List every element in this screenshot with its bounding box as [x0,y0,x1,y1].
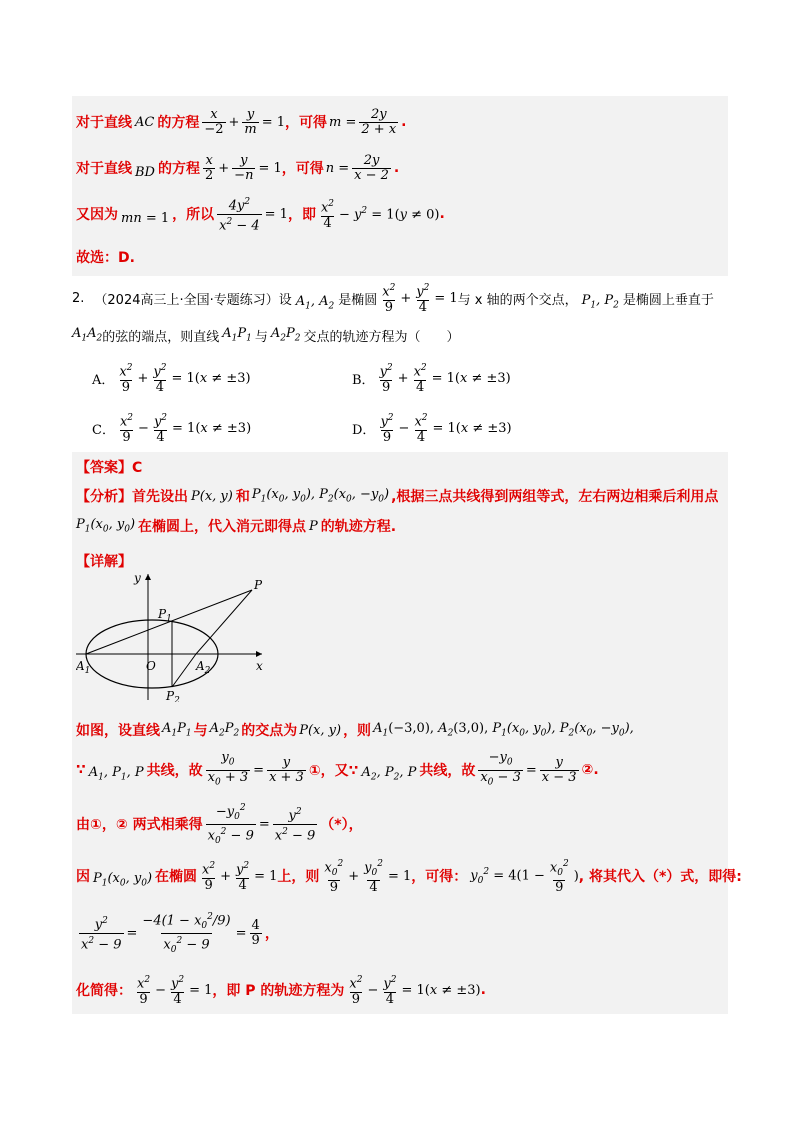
y-axis-arrow [145,574,151,580]
text: 由①，② 两式相乘得 [76,817,203,833]
option-label: A． [92,372,115,388]
text: 的方程 [157,161,200,177]
text: 对于直线 [76,115,132,131]
frac-y-over-neg-n: $\frac{y}{-n}$ [234,152,254,183]
text: 的方程 [157,115,200,131]
frac-x2-9: $\frac{x^2}{9}$ [382,283,396,315]
text: 共线，故 [419,763,476,779]
text: 的交点为 [241,723,298,739]
question-source: （2024高三上·全国·专题练习）设 [94,292,292,308]
text: 和 [235,489,250,505]
frac-2y-over-xm2: $\frac{2y}{x - 2}$ [354,152,389,183]
x-axis-arrow [256,651,262,657]
option-d[interactable]: D． $\frac{y^2}{9}$ − $\frac{x^2}{4}$ = 1(x ≠ ±3) [352,413,512,445]
text: 在椭圆上，代入消元即得点 [138,519,307,535]
question-number: 2. [72,290,85,306]
math-mn: mn = 1 [121,210,170,226]
frac-y-over-m: $\frac{y}{m}$ [244,106,257,137]
text: ，所以 [172,207,215,223]
text: 如图，设直线 [76,723,160,739]
solution-line-2: ∵ $A_1$, $P_1$, P 共线，故 $\frac{y_0}{x_0 + 3}$ = $\frac{y}{x + 3}$ ①，又∵ $A_2$, $P_2$, P 共线，故 $\frac{-y_0}{x_0 - 3}$ = $\frac{y}{x - 3}$ ②. [76,749,599,788]
math-ac: AC [135,114,155,130]
text: , 将其代入（*）式，即得: [578,869,742,885]
text: 故选：D. [76,250,135,266]
option-label: C． [92,422,115,438]
analysis-line-2: $P_1(x_0$, $y_0$) 在椭圆上，代入消元即得点 P 的轨迹方程. [76,517,397,535]
label-p1: $P_1$ [158,607,172,624]
solution-line-5: $\frac{y^2}{x^2 - 9}$ = $\frac{-4(1 - x_0^2/9)}{x_0^2 - 9}$ = $\frac{4}{9}$ ， [81,911,279,955]
solution-line-4: 因 $P_1(x_0$, $y_0$) 在椭圆 $\frac{x^2}{9}$ + $\frac{y^2}{4}$ = 1 上，则 $\frac{x_0^2}{9}$ + $\frac{y_0^2}{4}$ = 1 ，可得： $y_0^2 = 4(1$ − $\frac{x_0^2}{9}$ ) , 将其代入（*）式，即得: [76,859,742,895]
text: ①，又∵ [308,763,359,779]
text: ②. [581,762,599,778]
text: 是椭圆上垂直于 [622,292,714,308]
text: ，可得 [281,161,324,177]
label-a2: $A_2$ [196,659,211,676]
top-line-1: 对于直线 AC 的方程 $\frac{x}{-2}$ + $\frac{y}{m}$ = 1 ，可得 m = $\frac{2y}{2 + x}$ . [76,106,407,137]
frac-x-over-2: $\frac{x}{2}$ [204,152,214,183]
top-line-3: 又因为 mn = 1 ，所以 $\frac{4y^2}{x^2 - 4}$ = 1 ，即 $\frac{x^2}{4}$ − $y^2 = 1(y \ne 0)$ . [76,197,445,233]
option-a[interactable]: A． $\frac{x^2}{9}$ + $\frac{y^2}{4}$ = 1(x ≠ ±3) [92,363,251,395]
text: 的弦的端点，则直线 [102,329,220,345]
math-bd: BD [135,164,155,180]
frac-x2-over-4: $\frac{x^2}{4}$ [320,199,335,231]
text: 共线，故 [146,763,203,779]
detail-label [76,550,132,572]
label-x: x [256,659,263,673]
text: 化简得： [76,983,132,999]
label-a1: $A_1$ [76,659,91,676]
text: ，可得： [411,869,468,885]
line-a2-p2 [172,654,196,687]
text: ，即 [287,207,316,223]
text: 交点的轨迹方程为（ ） [303,329,460,345]
frac-2y-over-2px: $\frac{2y}{2 + x}$ [361,106,397,137]
text: ，可得 [285,115,328,131]
text: . [480,982,486,998]
answer-label [76,456,142,478]
text: ，即 P 的轨迹方程为 [212,983,345,999]
top-line-2: 对于直线 BD 的方程 $\frac{x}{2}$ + $\frac{y}{-n}$ = 1 ，可得 n = $\frac{2y}{x - 2}$ . [76,152,400,183]
ellipse-figure [76,572,286,702]
label-p2: $P_2$ [166,689,180,702]
solution-line-3: 由①，② 两式相乘得 $\frac{-y_0^2}{x_0^2 - 9}$ = $\frac{y^2}{x^2 - 9}$ （*）， [76,802,363,846]
frac-y2-4: $\frac{y^2}{4}$ [416,283,430,315]
question-line-1: 2. （2024高三上·全国·专题练习）设 $A_1$, $A_2$ 是椭圆 $\frac{x^2}{9}$ + $\frac{y^2}{4}$ = 1 与 x 轴的两个交点， $P_1$, $P_2$ 是椭圆上垂直于 [72,283,714,315]
text: 与 [254,329,268,345]
solution-line-6: 化简得： $\frac{x^2}{9}$ − $\frac{y^2}{4}$ = 1 ，即 P 的轨迹方程为 $\frac{x^2}{9}$ − $\frac{y^2}{4}$ = 1(x ≠ ±3) . [76,975,486,1007]
label-o: O [146,659,156,673]
text: ， [264,926,279,942]
text: 的轨迹方程. [320,519,397,535]
analysis-line-1: 【分析】首先设出 P(x, y) 和 $P_1(x_0$, $y_0$), $P_2(x_0$, $-y_0$) ,根据三点共线得到两组等式，左右两边相乘后利用点 [76,487,719,505]
option-b[interactable]: B． $\frac{y^2}{9}$ + $\frac{x^2}{4}$ = 1(x ≠ ±3) [352,363,511,395]
frac-x-over-neg2: $\frac{x}{-2}$ [204,106,224,137]
text: ∵ [76,762,86,778]
label-p: P [254,578,263,592]
solution-block-top [72,96,728,276]
text: ，则 [343,723,372,739]
text: 【答案】C [76,460,143,476]
option-c[interactable]: C． $\frac{x^2}{9}$ − $\frac{y^2}{4}$ = 1(x ≠ ±3) [92,413,252,445]
text: 【详解】 [76,554,132,570]
text: （*）， [320,817,363,833]
line-a2-p [196,590,252,654]
text: 【分析】首先设出 [76,489,188,505]
top-line-4 [76,246,135,268]
solution-line-1: 如图，设直线 $A_1P_1$ 与 $A_2P_2$ 的交点为 P(x, y) ，则 $A_1(-3,0)$, $A_2(3,0)$, $P_1(x_0$, $y_0$), $P_2(x_0$, $-y_0$), [76,721,634,739]
option-label: B． [352,372,375,388]
text: 与 [193,723,208,739]
answer-block [72,452,742,1014]
text: 与 x 轴的两个交点， [457,292,578,308]
label-y: y [134,572,141,585]
text: 又因为 [76,207,118,223]
text: ,根据三点共线得到两组等式，左右两边相乘后利用点 [391,489,719,505]
frac-4y2-over-x2m4: $\frac{4y^2}{x^2 - 4}$ [219,197,260,233]
text: 上，则 [277,869,320,885]
question-line-2: $A_1A_2$ 的弦的端点，则直线 $A_1P_1$ 与 $A_2P_2$ 交点的轨迹方程为（ ） [72,326,460,345]
text: 是椭圆 [338,292,378,308]
text: 对于直线 [76,161,132,177]
text: 因 [76,869,90,885]
text: 在椭圆 [155,869,198,885]
option-label: D． [352,422,376,438]
